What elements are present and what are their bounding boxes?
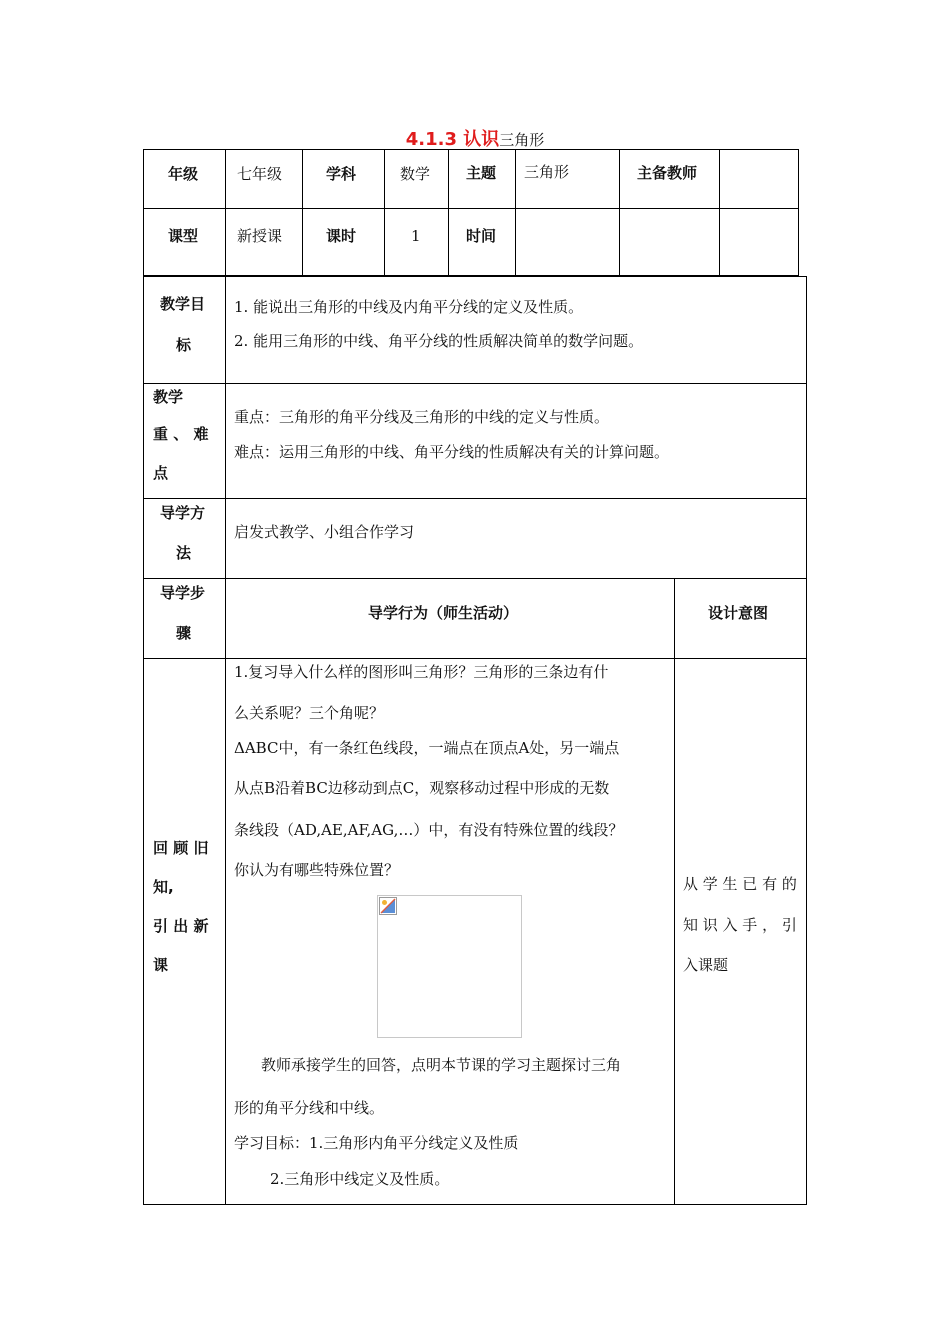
method-label-2: 法 (176, 544, 192, 562)
objectives-label-2: 标 (176, 336, 192, 354)
intent-line: 入课题 (683, 956, 729, 974)
review-line: 么关系呢？三个角呢？ (234, 704, 385, 722)
divider (143, 383, 807, 384)
grade-value: 七年级 (237, 165, 283, 183)
topic-value: 三角形 (524, 163, 570, 181)
key-points-label-3: 点 (153, 464, 169, 482)
divider (225, 276, 226, 1205)
subject-label: 学科 (326, 165, 357, 183)
review-line: 学习目标：1.三角形内角平分线定义及性质 (234, 1134, 519, 1152)
subject-value: 数学 (400, 165, 431, 183)
review-line: 条线段（AD,AE,AF,AG,…）中，有没有特殊位置的线段？ (234, 821, 624, 839)
broken-image-icon (379, 897, 397, 915)
divider (619, 149, 620, 276)
topic-label: 主题 (466, 164, 497, 182)
activity-header: 导学行为（师生活动） (368, 604, 519, 622)
review-line: 你认为有哪些特殊位置？ (234, 861, 400, 879)
method-value: 启发式教学、小组合作学习 (234, 523, 415, 541)
divider (719, 149, 720, 276)
steps-label-2: 骤 (176, 624, 192, 642)
objective-line-1: 1. 能说出三角形的中线及内角平分线的定义及性质。 (234, 298, 584, 316)
review-line: ΔABC中，有一条红色线段，一端点在顶点A处，另一端点 (234, 739, 620, 757)
divider (384, 149, 385, 276)
review-line: 教师承接学生的回答，点明本节课的学习主题探讨三角 (261, 1056, 622, 1074)
review-line: 形的角平分线和中线。 (234, 1099, 385, 1117)
type-value: 新授课 (237, 227, 283, 245)
key-points-label-1: 教学 (153, 388, 184, 406)
objectives-label-1: 教学目 (160, 295, 206, 313)
intent-line: 从 学 生 已 有 的 (683, 875, 797, 893)
objective-line-2: 2. 能用三角形的中线、角平分线的性质解决简单的数学问题。 (234, 332, 644, 350)
period-value: 1 (411, 227, 421, 245)
steps-label-1: 导学步 (160, 584, 206, 602)
review-line: 2.三角形中线定义及性质。 (270, 1170, 450, 1188)
divider (515, 149, 516, 276)
divider (302, 149, 303, 276)
divider (225, 149, 226, 276)
key-points-label-2: 重 、 难 (153, 425, 209, 443)
divider (143, 578, 807, 579)
teacher-label: 主备教师 (637, 164, 698, 182)
divider (674, 578, 675, 1205)
period-label: 课时 (326, 227, 357, 245)
triangle-figure (377, 895, 522, 1038)
intent-header: 设计意图 (708, 604, 769, 622)
divider (143, 498, 807, 499)
review-label-2: 知, (153, 878, 174, 896)
divider (448, 149, 449, 276)
review-label-1: 回 顾 旧 (153, 839, 209, 857)
title-topic: 三角形 (499, 131, 545, 149)
review-line: 从点B沿着BC边移动到点C，观察移动过程中形成的无数 (234, 779, 610, 797)
focus-text: 重点：三角形的角平分线及三角形的中线的定义与性质。 (234, 408, 610, 426)
intent-line: 知 识 入 手 ， 引 (683, 916, 797, 934)
grade-label: 年级 (168, 165, 199, 183)
title-number: 4.1.3 认识 (405, 129, 500, 150)
divider (143, 208, 799, 209)
divider (143, 658, 807, 659)
method-label-1: 导学方 (160, 504, 206, 522)
time-label: 时间 (466, 227, 497, 245)
review-line: 1.复习导入什么样的图形叫三角形？三角形的三条边有什 (234, 663, 609, 681)
review-label-4: 课 (153, 956, 169, 974)
review-label-3: 引 出 新 (153, 917, 209, 935)
type-label: 课型 (168, 227, 199, 245)
difficulty-text: 难点：运用三角形的中线、角平分线的性质解决有关的计算问题。 (234, 443, 670, 461)
